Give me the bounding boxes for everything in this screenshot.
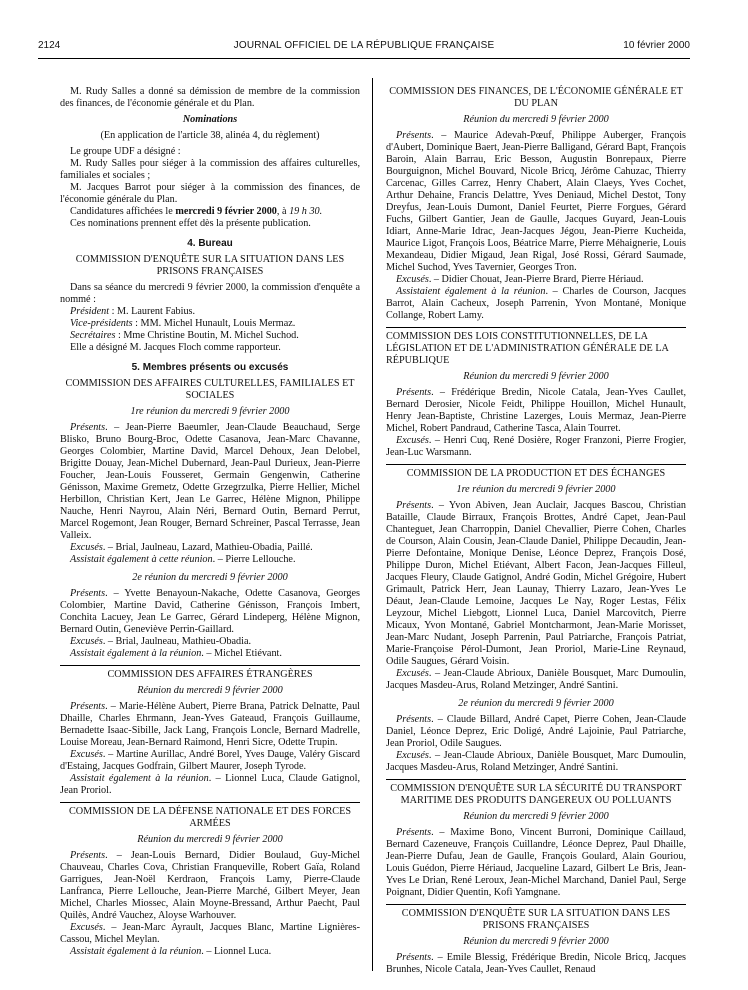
text: . – Jean-Claude Abrioux, Danièle Bousquet, Marc Dumoulin, Jacques Masdeu-Arus, Roland Metzinger, André Santini. xyxy=(386,668,686,691)
label: Présents xyxy=(70,701,106,712)
text: . – Marie-Hélène Aubert, Pierre Brana, Patrick Delnatte, Paul Dhaille, Charles Ehrmann, Jean-Yves Gateaud, François Guillaume, Bernadette Isaac-Sibille, Jack Lang, François Loncle, Bernard Madrelle, Louise Moreau, Jean-Bernard Raimond, Henri Sicre, Odette Trupin. xyxy=(60,701,360,748)
header-rule xyxy=(38,58,690,59)
label: Assistait également à la réunion xyxy=(70,648,202,659)
committee-title: COMMISSION D'ENQUÊTE SUR LA SÉCURITÉ DU TRANSPORT MARITIME DES PRODUITS DANGEREUX OU POLLUANTS xyxy=(390,783,682,806)
text: . – Maurice Adevah-Pœuf, Philippe Auberger, François d'Aubert, Dominique Baert, Jean-Pierre Balligand, Gérard Bapt, François Baroin, Alain Barrau, Eric Besson, Augustin Bonrepaux, Pierre Bourguignon, Michel Bouvard, Nicole Bricq, Jérôme Cahuzac, Thierry Carcenac, Gilles Carrez, Henry Chabert, Alain Claeys, Yves Cochet, Arthur Dehaine, Francis Delattre, Yves Deniaud, Michel Destot, Tony Dreyfus, Jean-Louis Dumont, Daniel Feurtet, Pierre Forgues, Gérard Fuchs, Gilbert Gantier, Jean de Gaulle, Jacques Guyard, Jean-Louis Idiart, Anne-Marie Idrac, Jean-Jacques Jégou, Jean-Pierre Kucheida, Maurice Ligot, François Loos, Béatrice Marre, Pierre Méhaignerie, Louis Mexandeau, Didier Migaud, Jean Rigal, José Rossi, Gérard Saumade, Michel Suchod, Yves Tavernier, Georges Tron. xyxy=(386,130,686,273)
text: . – Yvette Benayoun-Nakache, Odette Casanova, Georges Colombier, Martine David, Catherine Génisson, François Imbert, Conchita Lacuey, Jean Le Garrec, Gérard Lindeperg, Hélène Mignon, Bernard Outin, Geneviève Perrin-Gaillard. xyxy=(60,588,360,635)
label: Vice-présidents xyxy=(70,318,133,329)
committee-title: COMMISSION DES AFFAIRES CULTURELLES, FAMILIALES ET SOCIALES xyxy=(65,378,355,401)
paragraph xyxy=(386,435,686,459)
text: . – Lionnel Luca, Claude Gatignol, Jean Proriol. xyxy=(60,773,360,796)
committee-title: COMMISSION DES FINANCES, DE L'ÉCONOMIE GÉNÉRALE ET DU PLAN xyxy=(389,86,683,109)
paragraph xyxy=(386,286,686,322)
text: . – Yvon Abiven, Jean Auclair, Jacques Bascou, Christian Bataille, Claude Birraux, François Brottes, André Capet, Jean-Paul Chanteguet, Jean Charroppin, Daniel Chevallier, Pierre Cohen, Charles de Courson, Alain Cousin, Jean-Claude Daniel, Philippe Decaudin, Jean-Pierre Defontaine, Monique Denise, Léonce Deprez, François Dosé, Philippe Duron, Michel Etiévant, Albert Facon, Jean-Jacques Filleul, Jacques Fleury, Claude Gatignol, André Godin, Michel Grégoire, Hubert Grimault, Patrick Herr, Jean Launay, Thierry Lazaro, Jean-Yves Le Déaut, Jean-Claude Lemoine, Jacques Le Nay, Roger Lestas, Félix Leyzour, Michel Liebgott, Lionnel Luca, Daniel Marcovitch, Pierre Micaux, Yvon Montané, Gabriel Montcharmont, Jean-Marie Morisset, Jean-Marc Nudant, Joseph Parrenin, Paul Patriarche, François Patriat, Marie-Françoise Pérol-Dumont, Jean Proriol, Marie-Line Reynaud, Odile Saugues, Gérard Voisin. xyxy=(386,500,686,667)
section-rule xyxy=(386,779,686,780)
paragraph xyxy=(386,500,686,668)
paragraph xyxy=(386,668,686,692)
label: Assistait également à cette réunion xyxy=(70,554,213,565)
label: Présents xyxy=(396,387,432,398)
text: . – Jean-Louis Bernard, Didier Boulaud, Guy-Michel Chauveau, Charles Cova, Christian Franqueville, Robert Gaïa, Roland Garrigues, Jean-Noël Kerdraon, François Lamy, Pierre-Claude Lanfranca, Pierre Lellouche, Jean-Pierre Marché, Gilbert Meyer, Jean Michel, Charles Miossec, Alain Moyne-Bressand, Arthur Paecht, Paul Quilès, André Vauchez, Aloyse Warhouver. xyxy=(60,850,360,921)
section-rule xyxy=(386,464,686,465)
text: . – Charles de Courson, Jacques Barrot, Alain Cacheux, Joseph Parrenin, Yvon Montané, Monique Collange, Robert Lamy. xyxy=(386,286,686,321)
text: Candidatures affichées le xyxy=(70,206,176,217)
meeting-date: 2e réunion du mercredi 9 février 2000 xyxy=(458,698,614,709)
paragraph xyxy=(60,946,360,958)
section-heading: 4. Bureau xyxy=(187,238,233,249)
paragraph xyxy=(60,636,360,648)
text: . – Jean-Claude Abrioux, Danièle Bousquet, Marc Dumoulin, Jacques Masdeu-Arus, Roland Metzinger, André Santini. xyxy=(386,750,686,773)
label: Président xyxy=(70,306,110,317)
text: . – Jean-Pierre Baeumler, Jean-Claude Beauchaud, Serge Blisko, Bruno Bourg-Broc, Odette Casanova, Jean-Marc Chavanne, Georges Colombier, Martine David, Marcel Dehoux, Jean Delobel, Brigitte Douay, Jean-Michel Dubernard, Jean-Paul Durieux, Jean-Pierre Foucher, Jean-Louis Fousseret, Germain Gengenwin, Catherine Génisson, Maxime Gremetz, Odette Grzegrzulka, Pierre Hellier, Michel Herbillon, Christian Kert, Jean Le Garrec, Hélène Mignon, Philippe Nauche, Henri Nayrou, Alain Néri, Bernard Outin, Bernard Perrut, Marcel Rogemont, Jean Rouger, Bernard Schreiner, Pascal Terrasse, Jean Valleix. xyxy=(60,422,360,541)
issue-date: 10 février 2000 xyxy=(623,40,690,51)
committee-title: COMMISSION D'ENQUÊTE SUR LA SITUATION DANS LES PRISONS FRANÇAISES xyxy=(75,254,345,277)
committee-title: COMMISSION D'ENQUÊTE SUR LA SITUATION DANS LES PRISONS FRANÇAISES xyxy=(401,908,671,931)
committee-title: COMMISSION DE LA PRODUCTION ET DES ÉCHANGES xyxy=(406,468,666,479)
paragraph: Ces nominations prennent effet dès la présente publication. xyxy=(70,218,311,229)
label: Présents xyxy=(396,827,432,838)
page-number: 2124 xyxy=(38,40,61,51)
label: Présents xyxy=(70,422,106,433)
text: . – Brial, Jaulneau, Mathieu-Obadia. xyxy=(102,636,252,647)
section-rule xyxy=(60,665,360,666)
text: : Mme Christine Boutin, M. Michel Suchod. xyxy=(115,330,299,341)
paragraph xyxy=(386,827,686,899)
paragraph: Le groupe UDF a désigné : xyxy=(70,146,181,157)
paragraph xyxy=(60,648,360,660)
label: Excusés xyxy=(70,636,103,647)
label: Excusés xyxy=(396,668,429,679)
paragraph xyxy=(60,422,360,542)
meeting-date: 1re réunion du mercredi 9 février 2000 xyxy=(456,484,616,495)
paragraph xyxy=(386,274,686,286)
column-divider xyxy=(372,78,373,971)
label: Excusés xyxy=(396,274,429,285)
meeting-date: Réunion du mercredi 9 février 2000 xyxy=(463,936,609,947)
text: . – Emile Blessig, Frédérique Bredin, Nicole Bricq, Jacques Brunhes, Nicole Catala, Jean-Yves Caullet, Renaud xyxy=(386,952,686,975)
paragraph xyxy=(386,714,686,750)
text: . – Maxime Bono, Vincent Burroni, Dominique Caillaud, Bernard Cazeneuve, François Cuillandre, Léonce Deprez, Paul Dhaille, Jean-Pierre Dufau, Jean de Gaulle, François Goulard, Alain Gouriou, Louis Guédon, Pierre Hériaud, Jacqueline Lazard, Gilbert Le Bris, Jean-Yves Le Drian, René Leroux, Jean-Michel Marchand, Daniel Paul, Serge Poignant, Didier Quentin, Kofi Yamgnane. xyxy=(386,827,686,898)
section-rule xyxy=(386,327,686,328)
paragraph: Elle a désigné M. Jacques Floch comme rapporteur. xyxy=(70,342,281,353)
label: Présents xyxy=(396,714,432,725)
committee-title: COMMISSION DES LOIS CONSTITUTIONNELLES, DE LA LÉGISLATION ET DE L'ADMINISTRATION GÉNÉRALE DE LA RÉPUBLIQUE xyxy=(386,331,669,366)
label: Excusés xyxy=(396,435,429,446)
label: Secrétaires xyxy=(70,330,116,341)
paragraph: M. Rudy Salles pour siéger à la commission des affaires culturelles, familiales et sociales ; xyxy=(60,158,360,181)
paragraph xyxy=(386,750,686,774)
text: : MM. Michel Hunault, Louis Mermaz. xyxy=(132,318,296,329)
committee-title: COMMISSION DE LA DÉFENSE NATIONALE ET DES FORCES ARMÉES xyxy=(69,806,351,829)
paragraph xyxy=(60,773,360,797)
meeting-date: Réunion du mercredi 9 février 2000 xyxy=(463,114,609,125)
section-heading: 5. Membres présents ou excusés xyxy=(131,362,289,373)
paragraph xyxy=(60,206,360,218)
label: Excusés xyxy=(396,750,429,761)
text: , à xyxy=(276,206,290,217)
paragraph: M. Jacques Barrot pour siéger à la commission des finances, de l'économie générale du Plan. xyxy=(60,182,360,205)
label: Assistait également à la réunion xyxy=(70,946,202,957)
label: Présents xyxy=(396,952,432,963)
text: . – Jean-Marc Ayrault, Jacques Blanc, Martine Lignières-Cassou, Michel Meylan. xyxy=(60,922,360,945)
label: Assistait également à la réunion xyxy=(70,773,209,784)
paragraph xyxy=(60,588,360,636)
paragraph xyxy=(60,542,360,554)
paragraph xyxy=(60,749,360,773)
paragraph xyxy=(60,330,360,342)
meeting-date: Réunion du mercredi 9 février 2000 xyxy=(137,685,283,696)
paragraph xyxy=(60,554,360,566)
meeting-date: Réunion du mercredi 9 février 2000 xyxy=(463,811,609,822)
meeting-date: Réunion du mercredi 9 février 2000 xyxy=(137,834,283,845)
meeting-date: Réunion du mercredi 9 février 2000 xyxy=(463,371,609,382)
committee-title: COMMISSION DES AFFAIRES ÉTRANGÈRES xyxy=(107,669,313,680)
text: . – Didier Chouat, Jean-Pierre Brard, Pierre Hériaud. xyxy=(428,274,644,285)
text: . – Brial, Jaulneau, Lazard, Mathieu-Obadia, Paillé. xyxy=(102,542,313,553)
label: Excusés xyxy=(70,542,103,553)
paragraph: M. Rudy Salles a donné sa démission de membre de la commission des finances, de l'économie générale et du Plan. xyxy=(60,86,360,109)
paragraph: Dans sa séance du mercredi 9 février 2000, la commission d'enquête a nommé : xyxy=(60,282,360,305)
text: . – Martine Aurillac, André Borel, Yves Dauge, Valéry Giscard d'Estaing, Jacques Godfrain, Gilbert Maurer, Joseph Tyrode. xyxy=(60,749,360,772)
text: : M. Laurent Fabius. xyxy=(109,306,196,317)
meeting-date: 1re réunion du mercredi 9 février 2000 xyxy=(130,406,290,417)
label: Présents xyxy=(70,850,106,861)
label: Excusés xyxy=(70,749,103,760)
text: 19 h 30. xyxy=(289,206,323,217)
paragraph xyxy=(386,387,686,435)
paragraph xyxy=(60,701,360,749)
section-heading: Nominations xyxy=(182,114,238,125)
text: mercredi 9 février 2000 xyxy=(175,206,277,217)
label: Présents xyxy=(70,588,106,599)
text: . – Henri Cuq, René Dosière, Roger Franzoni, Pierre Frogier, Jean-Luc Warsmann. xyxy=(386,435,686,458)
text: . – Claude Billard, André Capet, Pierre Cohen, Jean-Claude Daniel, Léonce Deprez, Eric Doligé, André Lajoinie, Paul Patriarche, Jean Proriol, Odile Saugues. xyxy=(386,714,686,749)
paragraph: (En application de l'article 38, alinéa 4, du règlement) xyxy=(100,130,320,141)
paragraph xyxy=(386,130,686,274)
section-rule xyxy=(60,802,360,803)
text: . – Lionnel Luca. xyxy=(201,946,272,957)
meeting-date: 2e réunion du mercredi 9 février 2000 xyxy=(132,572,288,583)
right-column xyxy=(386,86,686,976)
label: Excusés xyxy=(70,922,103,933)
section-rule xyxy=(386,904,686,905)
page-header xyxy=(38,40,690,54)
text: . – Pierre Lellouche. xyxy=(212,554,296,565)
text: . – Frédérique Bredin, Nicole Catala, Jean-Yves Caullet, Bernard Derosier, Nicole Feidt, Philippe Houillon, Michel Hunault, Henry Jean-Baptiste, Christine Lazerges, Louis Mermaz, Jean-Pierre Michel, Robert Pandraud, Catherine Tasca, Alain Tourret. xyxy=(386,387,686,434)
journal-title: JOURNAL OFFICIEL DE LA RÉPUBLIQUE FRANÇAISE xyxy=(233,40,495,51)
paragraph xyxy=(60,306,360,318)
label: Assistaient également à la réunion xyxy=(396,286,546,297)
paragraph xyxy=(60,922,360,946)
paragraph xyxy=(60,850,360,922)
label: Présents xyxy=(396,500,432,511)
left-column xyxy=(60,86,360,958)
paragraph xyxy=(386,952,686,976)
text: . – Michel Etiévant. xyxy=(201,648,282,659)
paragraph xyxy=(60,318,360,330)
label: Présents xyxy=(396,130,432,141)
